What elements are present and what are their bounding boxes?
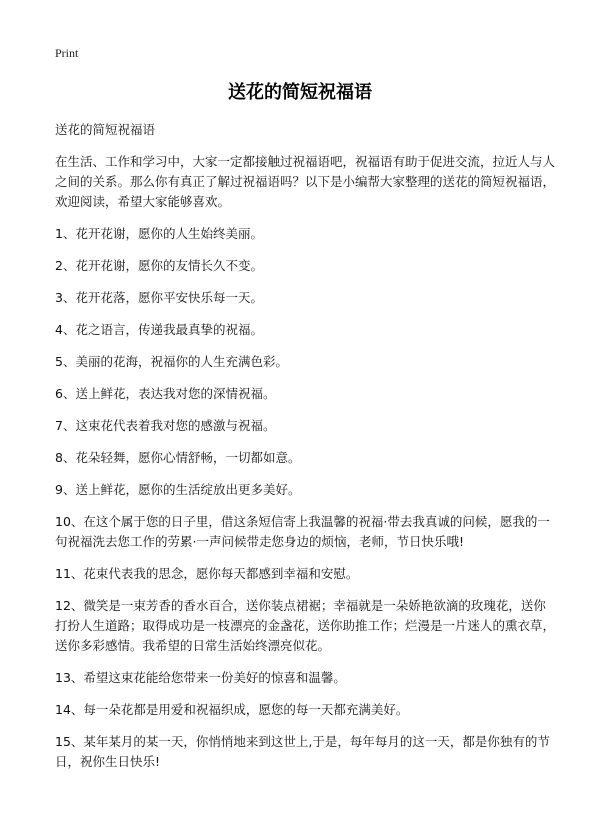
list-item: 1、花开花谢，愿你的人生始终美丽。	[55, 226, 263, 241]
list-item: 7、这束花代表着我对您的感激与祝福。	[55, 418, 276, 433]
list-item: 8、花朵轻舞，愿你心情舒畅，一切都如意。	[55, 450, 301, 465]
page-title: 送花的简短祝福语	[228, 82, 372, 103]
list-item: 11、花束代表我的思念，愿你每天都感到幸福和安慰。	[55, 566, 359, 581]
list-item: 15、某年某月的某一天，你悄悄地来到这世上,于是，每年每月的这一天，都是你独有的节日，祝你生日快乐!	[55, 734, 550, 769]
print-link[interactable]: Print	[55, 46, 79, 60]
list-item: 3、花开花落，愿你平安快乐每一天。	[55, 290, 263, 305]
blessing-list	[55, 224, 555, 772]
list-item: 5、美丽的花海，祝福你的人生充满色彩。	[55, 354, 288, 369]
list-item: 12、微笑是一束芳香的香水百合，送你装点裙裾；幸福就是一朵娇艳欲滴的玫瑰花，送你打扮人生道路；取得成功是一枝漂亮的金盏花，送你助推工作；烂漫是一片迷人的熏衣草，送你多彩感情。我希望的日常生活始终漂亮似花。	[55, 598, 556, 653]
list-item: 2、花开花谢，愿你的友情长久不变。	[55, 258, 263, 273]
list-item: 14、每一朵花都是用爱和祝福织成，愿您的每一天都充满美好。	[55, 702, 409, 717]
list-item: 9、送上鲜花，愿你的生活绽放出更多美好。	[55, 482, 301, 497]
list-item: 4、花之语言，传递我最真挚的祝福。	[55, 322, 263, 337]
list-item: 13、希望这束花能给您带来一份美好的惊喜和温馨。	[55, 670, 346, 685]
intro-paragraph: 在生活、工作和学习中，大家一定都接触过祝福语吧，祝福语有助于促进交流，拉近人与人之间的关系。那么你有真正了解过祝福语吗？以下是小编帮大家整理的送花的简短祝福语，欢迎阅读，希望大家能够喜欢。	[55, 154, 556, 209]
document-body	[55, 120, 555, 784]
list-item: 10、在这个属于您的日子里，借这条短信寄上我温馨的祝福·带去我真诚的问候，愿我的一句祝福洗去您工作的劳累·一声问候带走您身边的烦恼，老师，节日快乐哦!	[55, 514, 550, 549]
list-item: 6、送上鲜花，表达我对您的深情祝福。	[55, 386, 276, 401]
document-subtitle: 送花的简短祝福语	[55, 122, 156, 137]
